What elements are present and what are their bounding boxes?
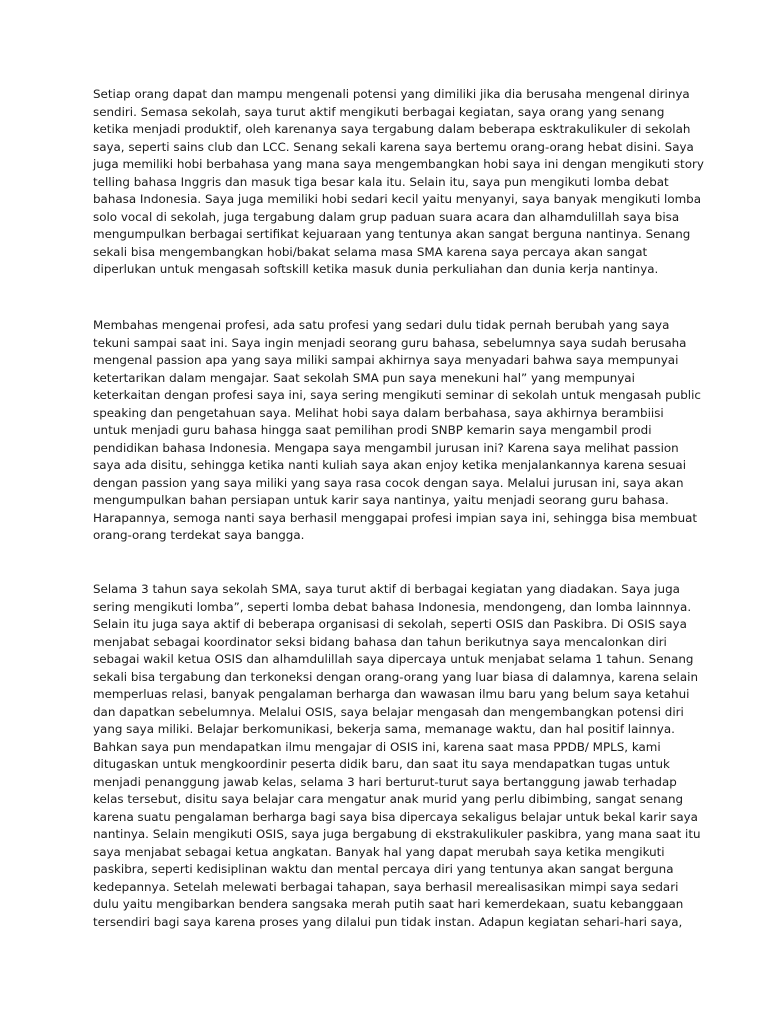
- text-line: menjabat sebagai koordinator seksi bidang bahasa dan tahun berikutnya saya mencalonkan diri: [93, 634, 667, 649]
- text-line: sendiri. Semasa sekolah, saya turut aktif mengikuti berbagai kegiatan, saya orang yang senang: [93, 104, 665, 119]
- text-line: kelas tersebut, disitu saya belajar cara mengatur anak murid yang perlu dibimbing, sangat senang: [93, 792, 684, 806]
- text-line: Selama 3 tahun saya sekolah SMA, saya turut aktif di berbagai kegiatan yang diadakan. Saya juga: [93, 582, 680, 596]
- text-line: sebagai wakil ketua OSIS dan alhamdulillah saya dipercaya untuk menjabat selama 1 tahun. Senang: [93, 652, 694, 666]
- text-line: tekuni sampai saat ini. Saya ingin menjadi seorang guru bahasa, sebelumnya saya sudah berusaha: [93, 335, 687, 350]
- text-line: pendidikan bahasa Indonesia. Mengapa saya mengambil jurusan ini? Karena saya melihat passion: [93, 440, 679, 455]
- text-line: sekali bisa tergabung dan terkoneksi dengan orang-orang yang luar biasa di dalamnya, karena selain: [93, 669, 698, 684]
- text-line: ketika menjadi produktif, oleh karenanya saya tergabung dalam beberapa esktrakulikuler di sekolah: [93, 122, 691, 136]
- text-line: diperlukan untuk mengasah softskill ketika masuk dunia perkuliahan dan dunia kerja nantinya.: [93, 262, 659, 276]
- text-line: mengumpulkan berbagai sertifikat kejuaraan yang tentunya akan sangat berguna nantinya. Senang: [93, 227, 691, 241]
- text-line: dengan passion yang saya miliki yang saya rasa cocok dengan saya. Melalui jurusan ini, saya akan: [93, 475, 684, 490]
- text-line: Bahkan saya pun mendapatkan ilmu mengajar di OSIS ini, karena saat masa PPDB/ MPLS, kami: [93, 739, 661, 754]
- text-line: ketertarikan dalam mengajar. Saat sekolah SMA pun saya menekuni hal” yang mempunyai: [93, 370, 635, 385]
- text-line: untuk menjadi guru bahasa hingga saat pemilihan prodi SNBP kemarin saya mengambil prodi: [93, 423, 652, 437]
- text-line: juga memiliki hobi berbahasa yang mana saya mengembangkan hobi saya ini dengan mengikuti story: [93, 157, 704, 171]
- text-line: yang saya miliki. Belajar berkomunikasi, bekerja sama, memanage waktu, dan hal positif lainnya.: [93, 722, 675, 736]
- text-line: saya ada disitu, sehingga ketika nanti kuliah saya akan enjoy ketika menjalankannya karena sesuai: [93, 458, 687, 472]
- text-line: ditugaskan untuk mengkoordinir peserta didik baru, dan saat itu saya mendapatkan tugas untuk: [93, 757, 670, 771]
- text-line: orang-orang terdekat saya bangga.: [93, 528, 305, 542]
- text-line: keterkaitan dengan profesi saya ini, saya sering mengikuti seminar di sekolah untuk mengasah public: [93, 388, 701, 402]
- text-line: memperluas relasi, banyak pengalaman berharga dan wawasan ilmu baru yang belum saya ketahui: [93, 687, 690, 701]
- text-line: speaking dan pengetahuan saya. Melihat hobi saya dalam berbahasa, saya akhirnya berambiisi: [93, 405, 664, 420]
- paragraph-organisasi: [93, 581, 701, 931]
- text-line: saya menjabat sebagai ketua angkatan. Banyak hal yang dapat merubah saya ketika mengikuti: [93, 844, 665, 859]
- text-line: Selain itu juga saya aktif di beberapa organisasi di sekolah, seperti OSIS dan Paskibra. Di OSIS saya: [93, 617, 687, 631]
- text-line: solo vocal di sekolah, juga tergabung dalam grup paduan suara acara dan alhamdulillah saya bisa: [93, 209, 680, 224]
- text-line: saya, seperti sains club dan LCC. Senang sekali karena saya bertemu orang-orang hebat disini. Saya: [93, 139, 694, 154]
- text-line: Membahas mengenai profesi, ada satu profesi yang sedari dulu tidak pernah berubah yang saya: [93, 318, 670, 332]
- paragraph-potensi-diri: [93, 86, 704, 279]
- text-line: nantinya. Selain mengikuti OSIS, saya juga bergabung di ekstrakulikuler paskibra, yang mana saat itu: [93, 827, 701, 841]
- text-line: sering mengikuti lomba”, seperti lomba debat bahasa Indonesia, mendongeng, dan lomba lainnnya.: [93, 599, 692, 614]
- paragraph-profesi: [93, 317, 701, 545]
- text-line: tersendiri bagi saya karena proses yang dilalui pun tidak instan. Adapun kegiatan sehari-hari saya,: [93, 914, 683, 929]
- text-line: dulu yaitu mengibarkan bendera sangsaka merah putih saat hari kemerdekaan, suatu kebanggaan: [93, 897, 684, 911]
- text-line: Harapannya, semoga nanti saya berhasil menggapai profesi impian saya ini, sehingga bisa membuat: [93, 510, 698, 525]
- text-line: kedepannya. Setelah melewati berbagai tahapan, saya berhasil merealisasikan mimpi saya sedari: [93, 879, 679, 894]
- text-line: paskibra, seperti kedisiplinan waktu dan mental percaya diri yang tentunya akan sangat berguna: [93, 862, 674, 876]
- text-line: karena suatu pengalaman berharga bagi saya bisa dipercaya sekaligus belajar untuk bekal karir saya: [93, 809, 698, 824]
- text-line: dan dapatkan sebelumnya. Melalui OSIS, saya belajar mengasah dan mengembangkan potensi diri: [93, 704, 684, 719]
- text-line: telling bahasa Inggris dan masuk tiga besar kala itu. Selain itu, saya pun mengikuti lomba debat: [93, 174, 669, 189]
- text-line: mengumpulkan bahan persiapan untuk karir saya nantinya, yaitu menjadi seorang guru bahasa.: [93, 493, 669, 507]
- text-line: menjadi penanggung jawab kelas, selama 3 hari berturut-turut saya bertanggung jawab terhadap: [93, 774, 677, 789]
- text-line: Setiap orang dapat dan mampu mengenali potensi yang dimiliki jika dia berusaha mengenal dirinya: [93, 87, 690, 101]
- text-line: bahasa Indonesia. Saya juga memiliki hobi sedari kecil yaitu menyanyi, saya banyak mengikuti lomba: [93, 192, 702, 206]
- text-line: mengenal passion apa yang saya miliki sampai akhirnya saya menyadari bahwa saya mempunyai: [93, 353, 679, 367]
- text-line: sekali bisa mengembangkan hobi/bakat selama masa SMA karena saya percaya akan sangat: [93, 244, 648, 259]
